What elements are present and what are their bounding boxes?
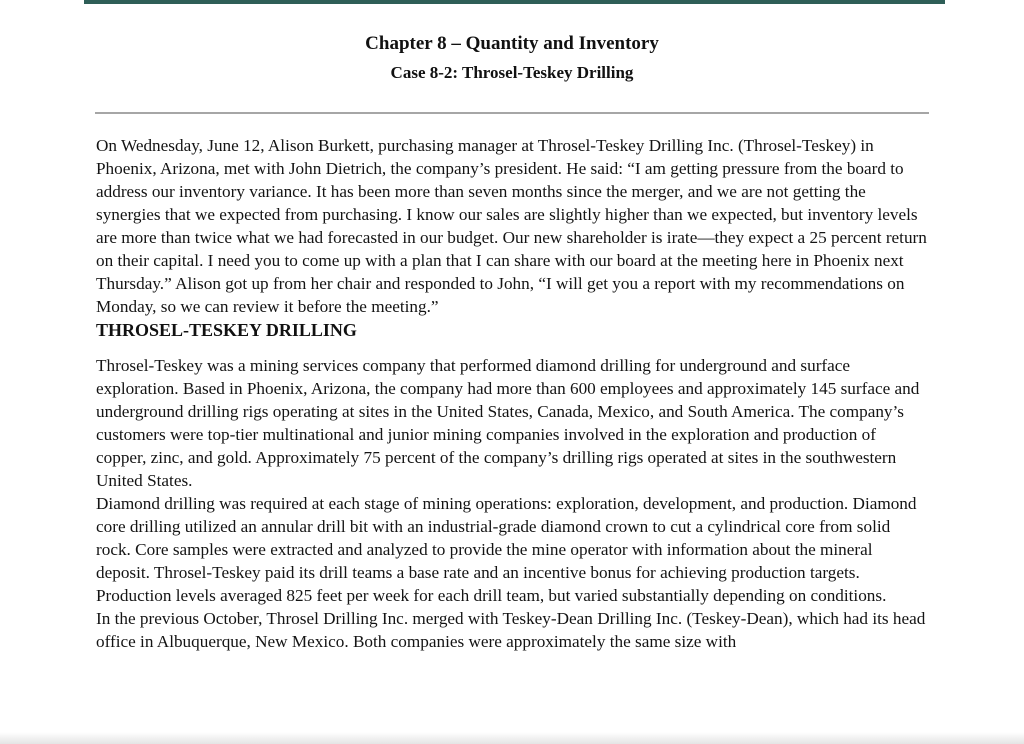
case-subtitle: Case 8-2: Throsel-Teskey Drilling <box>390 63 634 82</box>
page-top-border <box>84 0 945 4</box>
page-bottom-shadow <box>0 732 1024 744</box>
chapter-title: Chapter 8 – Quantity and Inventory <box>365 33 659 54</box>
header-divider <box>95 112 929 114</box>
drilling-paragraph: Diamond drilling was required at each stage of mining operations: exploration, development, and production. Diamond core drilling utilized an annular drill bit with an industrial-grade diamond crown to cut a cylindrical core from solid rock. Core samples were extracted and analyzed to provide the mine operator with information about the mineral deposit. Throsel-Teskey paid its drill teams a base rate and an incentive bonus for achieving production targets. Production levels averaged 825 feet per week for each drill team, but varied substantially depending on conditions. <box>96 494 917 605</box>
intro-paragraph: On Wednesday, June 12, Alison Burkett, purchasing manager at Throsel-Teskey Drilling Inc. (Throsel-Teskey) in Phoenix, Arizona, met with John Dietrich, the company’s president. He said: “I am getting pressure from the board to address our inventory variance. It has been more than seven months since the merger, and we are not getting the synergies that we expected from purchasing. I know our sales are slightly higher than we expected, but inventory levels are more than twice what we had forecasted in our budget. Our new shareholder is irate—they expect a 25 percent return on their capital. I need you to come up with a plan that I can share with our board at the meeting here in Phoenix next Thursday.” Alison got up from her chair and responded to John, “I will get you a report with my recommendations on Monday, so we can review it before the meeting.” <box>96 136 927 316</box>
merger-paragraph: In the previous October, Throsel Drilling Inc. merged with Teskey-Dean Drilling Inc. (Teskey-Dean), which had its head office in Albuquerque, New Mexico. Both companies were approximately the same size with <box>96 609 926 651</box>
section-heading: THROSEL-TESKEY DRILLING <box>96 320 357 340</box>
document-body <box>96 134 928 653</box>
company-paragraph: Throsel-Teskey was a mining services company that performed diamond drilling for underground and surface exploration. Based in Phoenix, Arizona, the company had more than 600 employees and approximately 145 surface and underground drilling rigs operating at sites in the United States, Canada, Mexico, and South America. The company’s customers were top-tier multinational and junior mining companies involved in the exploration and production of copper, zinc, and gold. Approximately 75 percent of the company’s drilling rigs operated at sites in the southwestern United States. <box>96 356 920 490</box>
